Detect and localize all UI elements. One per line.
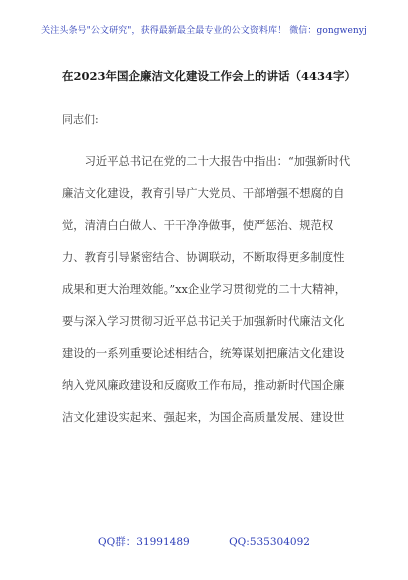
body-line: 习近平总书记在党的二十大报告中指出：“加强新时代 xyxy=(62,155,351,168)
qq-number-text: QQ:535304092 xyxy=(229,536,310,548)
body-line: 纳入党风廉政建设和反腐败工作布局，推动新时代国企廉 xyxy=(62,379,345,392)
greeting: 同志们: xyxy=(62,113,99,126)
contact-footer xyxy=(0,534,408,549)
body-line: 要与深入学习贯彻习近平总书记关于加强新时代廉洁文化 xyxy=(62,315,345,328)
body-line: 建设的一系列重要论述相结合，统筹谋划把廉洁文化建设 xyxy=(62,347,345,360)
body-line: 洁文化建设实起来、强起来，为国企高质量发展、建设世 xyxy=(62,411,345,424)
promo-header: 关注头条号"公文研究"，获得最新最全最专业的公文资料库！ 微信：gongwenyj xyxy=(41,26,367,36)
document-title: 在2023年国企廉洁文化建设工作会上的讲话（4434字） xyxy=(62,69,357,83)
qq-group-text: QQ群：31991489 xyxy=(98,536,190,548)
body-line: 廉洁文化建设，教育引导广大党员、干部增强不想腐的自 xyxy=(62,187,345,200)
body-line: 力、教育引导紧密结合、协调联动，不断取得更多制度性 xyxy=(62,251,345,264)
body-line: 觉，清清白白做人、干干净净做事，使严惩治、规范权 xyxy=(62,219,334,232)
document-body xyxy=(62,146,362,434)
body-line: 成果和更大治理效能。”xx企业学习贯彻党的二十大精神， xyxy=(62,283,346,296)
